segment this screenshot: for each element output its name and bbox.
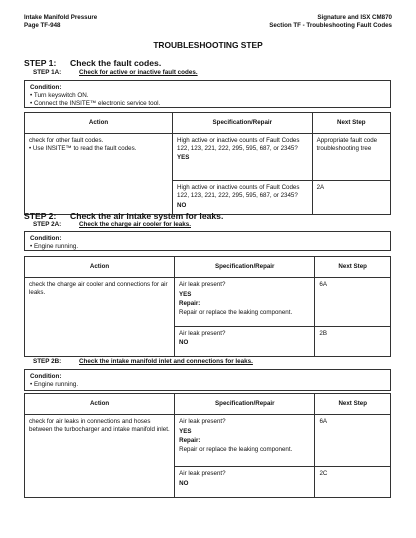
step2a-condition-box [24,231,391,251]
doc-subject: Intake Manifold Pressure [24,14,98,21]
action-cell [25,134,173,215]
next-step-cell: 2B [315,326,391,356]
action-header: Action [25,394,175,415]
next-step-header: Next Step [315,394,391,415]
step1a-title: Check for active or inactive fault codes. [79,69,198,76]
spec-header: Specification/Repair [173,113,313,134]
spec-cell [173,181,313,215]
table-row [25,134,391,181]
repair-label: Repair: [179,437,201,445]
action-cell: check the charge air cooler and connections for air leaks. [25,278,175,357]
next-step-header: Next Step [312,113,390,134]
condition-item: • Turn keyswitch ON. [30,91,89,99]
spec-question: Air leak present? [179,329,226,337]
action-text: check for other fault codes. [29,137,104,144]
condition-label: Condition: [30,373,62,380]
action-header: Action [25,257,175,278]
spec-question: Air leak present? [179,281,226,288]
step1a-heading [33,69,198,76]
spec-question: Air leak present? [179,418,226,425]
answer-yes: YES [177,154,190,162]
step2b-table [24,393,391,498]
next-step-cell: 6A [315,278,391,327]
step2b-condition-box [24,369,391,391]
condition-label: Condition: [30,235,62,242]
spec-header: Specification/Repair [175,394,315,415]
repair-label: Repair: [179,300,201,308]
step2a-table [24,256,391,357]
table-header-row [25,394,391,415]
engine-model: Signature and ISX CM870 [317,14,392,21]
step2a-number: STEP 2A: [33,221,62,228]
table-row [25,415,391,467]
step2b-title: Check the intake manifold inlet and connections for leaks. [79,358,253,365]
spec-cell [173,134,313,181]
action-header: Action [25,113,173,134]
answer-no: NO [179,479,189,487]
spec-question: High active or inactive counts of Fault Codes 122, 123, 221, 222, 295, 595, 687, or 2345? [177,184,300,200]
answer-yes: YES [179,290,192,298]
spec-header: Specification/Repair [175,257,315,278]
repair-text: Repair or replace the leaking component. [179,308,293,316]
page-number: Page TF-948 [24,21,61,29]
step1a-condition-box [24,80,391,108]
step2-number: STEP 2: [24,211,57,221]
step2-title: Check the air intake system for leaks. [70,211,224,221]
condition-item: • Engine running. [30,380,79,388]
step1-title: Check the fault codes. [70,58,162,68]
next-step-cell: 2C [315,467,391,498]
answer-yes: YES [179,427,192,435]
table-header-row [25,113,391,134]
table-row [25,278,391,327]
answer-no: NO [177,201,187,209]
step1-heading [24,58,161,68]
spec-cell [175,467,315,498]
spec-question: Air leak present? [179,470,226,478]
step1a-table [24,112,391,215]
next-step-cell: 6A [315,415,391,467]
repair-text: Repair or replace the leaking component. [179,445,293,453]
spec-cell [175,415,315,467]
action-cell: check for air leaks in connections and hoses between the turbocharger and intake manifold inlet. [25,415,175,498]
condition-item: • Engine running. [30,242,79,250]
next-step-header: Next Step [315,257,391,278]
answer-no: NO [179,339,189,347]
header-left [24,14,97,29]
step2b-number: STEP 2B: [33,358,62,365]
step1a-number: STEP 1A: [33,69,62,76]
condition-label: Condition: [30,84,62,91]
step1-number: STEP 1: [24,58,57,68]
spec-cell [175,326,315,356]
section-name: Section TF - Troubleshooting Fault Codes [269,21,392,29]
page-title: TROUBLESHOOTING STEP [153,40,263,50]
action-text: • Use INSITE™ to read the fault codes. [29,144,137,152]
step2-heading [24,211,223,221]
next-step-cell: Appropriate fault code troubleshooting tree [312,134,390,181]
step2a-title: Check the charge air cooler for leaks. [79,221,191,228]
step2a-heading [33,221,191,228]
table-header-row [25,257,391,278]
spec-question: High active or inactive counts of Fault Codes 122, 123, 221, 222, 295, 595, 687, or 2345? [177,137,300,152]
next-step-cell: 2A [312,181,390,215]
step2b-heading [33,358,253,365]
condition-item: • Connect the INSITE™ electronic service tool. [30,99,161,107]
spec-cell [175,278,315,327]
header-right [269,14,392,29]
